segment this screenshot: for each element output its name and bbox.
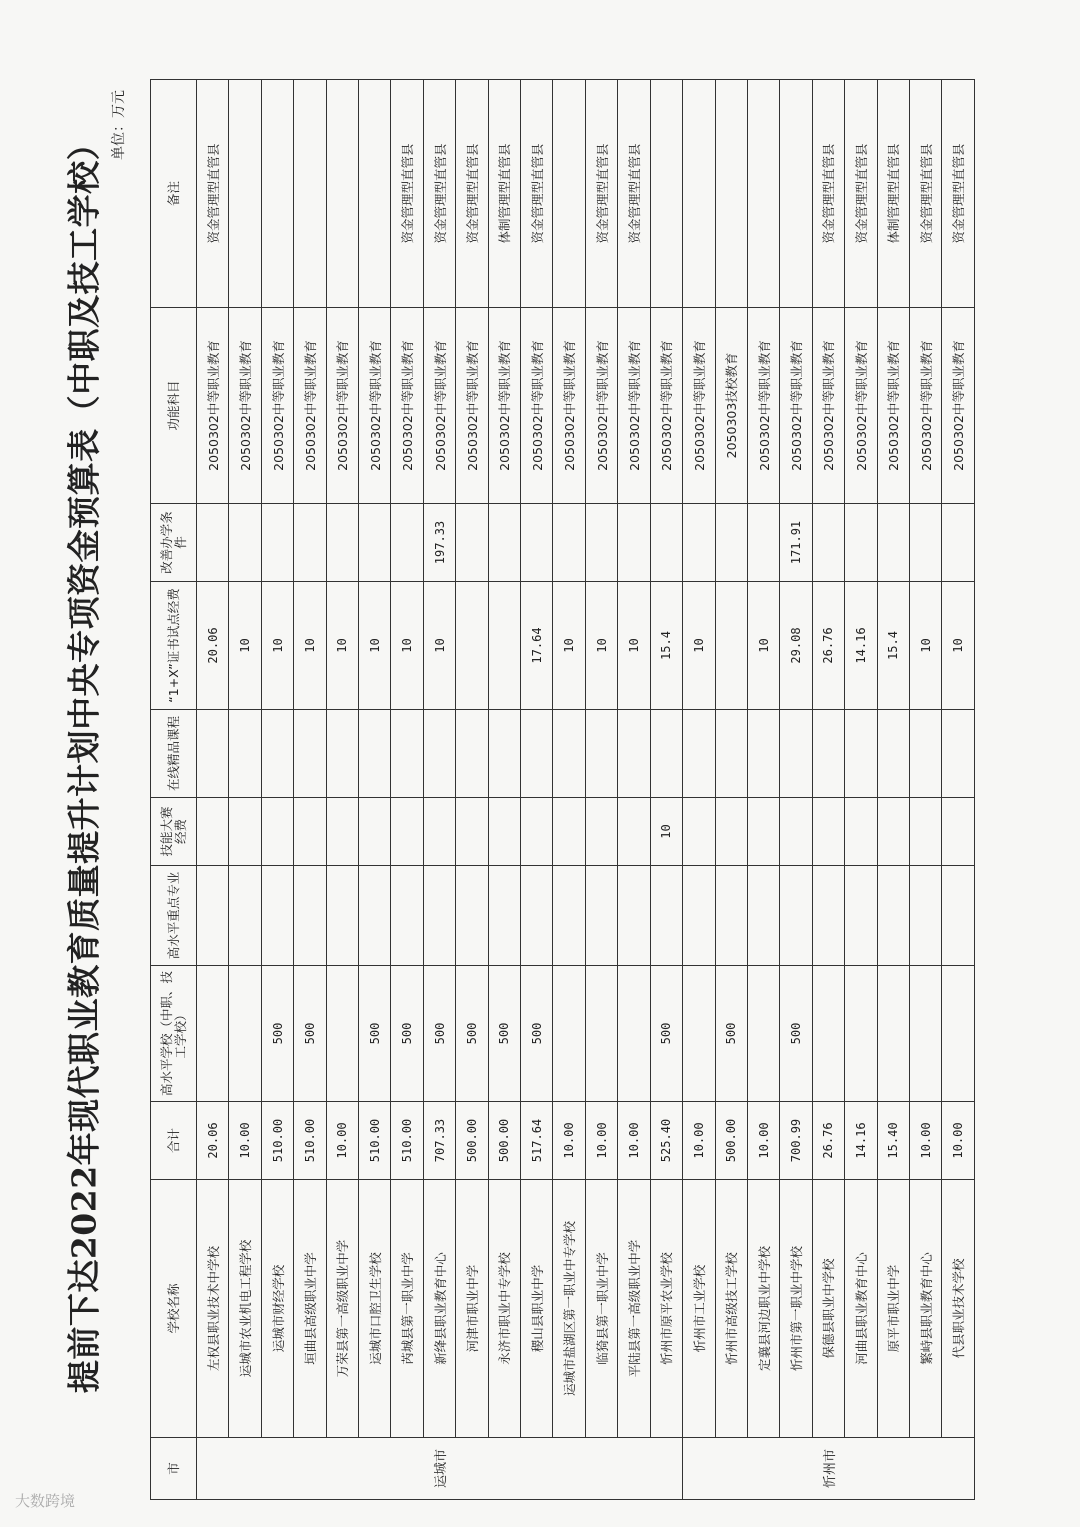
cell-improve: 197.33 xyxy=(423,504,455,582)
cell-total: 510.00 xyxy=(261,1102,293,1180)
cell-cert: 10 xyxy=(229,582,261,710)
cell-online xyxy=(391,710,423,798)
cell-total: 510.00 xyxy=(359,1102,391,1180)
table-header-row xyxy=(151,80,197,1500)
cell-note xyxy=(683,80,715,308)
cell-skills xyxy=(780,798,812,866)
cell-total: 500.00 xyxy=(488,1102,520,1180)
cell-cert: 10 xyxy=(359,582,391,710)
cell-note xyxy=(780,80,812,308)
cell-cert: 10 xyxy=(553,582,585,710)
cell-online xyxy=(877,710,909,798)
cell-high-major xyxy=(553,866,585,966)
cell-func: 2050302中等职业教育 xyxy=(456,308,488,504)
cell-high-major xyxy=(326,866,358,966)
cell-skills xyxy=(294,798,326,866)
cell-high-major xyxy=(261,866,293,966)
cell-improve xyxy=(877,504,909,582)
cell-high-major xyxy=(618,866,650,966)
cell-skills xyxy=(812,798,844,866)
cell-func: 2050303技校教育 xyxy=(715,308,747,504)
cell-school: 繁峙县职业教育中心 xyxy=(909,1180,941,1438)
cell-high-school: 500 xyxy=(423,966,455,1102)
cell-skills xyxy=(391,798,423,866)
table-row xyxy=(618,80,650,1500)
cell-online xyxy=(650,710,682,798)
cell-school: 河津市职业中学 xyxy=(456,1180,488,1438)
cell-high-school xyxy=(909,966,941,1102)
cell-func: 2050302中等职业教育 xyxy=(294,308,326,504)
cell-cert: 10 xyxy=(747,582,779,710)
cell-total: 10.00 xyxy=(747,1102,779,1180)
page-title: 提前下达2022年现代职业教育质量提升计划中央专项资金预算表（中职及技工学校） xyxy=(64,126,104,1394)
cell-high-major xyxy=(780,866,812,966)
cell-high-school xyxy=(877,966,909,1102)
cell-func: 2050302中等职业教育 xyxy=(359,308,391,504)
cell-school: 临猗县第一职业中学 xyxy=(585,1180,617,1438)
cell-online xyxy=(197,710,229,798)
cell-online xyxy=(456,710,488,798)
cell-total: 15.40 xyxy=(877,1102,909,1180)
cell-note xyxy=(747,80,779,308)
cell-skills xyxy=(359,798,391,866)
cell-total: 10.00 xyxy=(683,1102,715,1180)
cell-cert: 14.16 xyxy=(845,582,877,710)
table-row xyxy=(488,80,520,1500)
cell-improve xyxy=(845,504,877,582)
cell-cert: 10 xyxy=(618,582,650,710)
table-row xyxy=(845,80,877,1500)
cell-func: 2050302中等职业教育 xyxy=(585,308,617,504)
table-row xyxy=(683,80,715,1500)
cell-high-major xyxy=(521,866,553,966)
cell-skills xyxy=(909,798,941,866)
cell-high-school xyxy=(197,966,229,1102)
cell-school: 芮城县第一职业中学 xyxy=(391,1180,423,1438)
watermark-logo: 大数跨境 xyxy=(15,1492,76,1510)
cell-school: 永济市职业中专学校 xyxy=(488,1180,520,1438)
cell-func: 2050302中等职业教育 xyxy=(909,308,941,504)
header-cert: “1+X”证书试点经费 xyxy=(151,582,197,710)
table-row xyxy=(650,80,682,1500)
cell-cert: 10 xyxy=(683,582,715,710)
cell-cert: 15.4 xyxy=(877,582,909,710)
cell-note: 体制管理型直管县 xyxy=(488,80,520,308)
cell-skills xyxy=(585,798,617,866)
cell-cert: 15.4 xyxy=(650,582,682,710)
cell-high-school xyxy=(812,966,844,1102)
cell-school: 忻州市原平农业学校 xyxy=(650,1180,682,1438)
cell-improve xyxy=(650,504,682,582)
cell-high-school: 500 xyxy=(715,966,747,1102)
cell-note xyxy=(261,80,293,308)
cell-improve xyxy=(261,504,293,582)
cell-func: 2050302中等职业教育 xyxy=(488,308,520,504)
table-row xyxy=(877,80,909,1500)
cell-total: 10.00 xyxy=(942,1102,975,1180)
cell-skills xyxy=(261,798,293,866)
table-body xyxy=(197,80,975,1500)
cell-improve xyxy=(909,504,941,582)
cell-cert: 17.64 xyxy=(521,582,553,710)
cell-high-school: 500 xyxy=(391,966,423,1102)
cell-skills: 10 xyxy=(650,798,682,866)
cell-cert: 10 xyxy=(261,582,293,710)
cell-total: 10.00 xyxy=(618,1102,650,1180)
cell-note: 资金管理型直管县 xyxy=(812,80,844,308)
cell-online xyxy=(618,710,650,798)
cell-high-major xyxy=(359,866,391,966)
table-row xyxy=(780,80,812,1500)
cell-note: 资金管理型直管县 xyxy=(521,80,553,308)
cell-high-school xyxy=(942,966,975,1102)
cell-cert: 10 xyxy=(423,582,455,710)
cell-skills xyxy=(553,798,585,866)
cell-cert: 10 xyxy=(942,582,975,710)
cell-school: 运城市财经学校 xyxy=(261,1180,293,1438)
cell-high-school xyxy=(553,966,585,1102)
cell-func: 2050302中等职业教育 xyxy=(229,308,261,504)
cell-note: 资金管理型直管县 xyxy=(942,80,975,308)
cell-note xyxy=(359,80,391,308)
table-row xyxy=(715,80,747,1500)
city-cell: 忻州市 xyxy=(683,1438,975,1500)
cell-total: 700.99 xyxy=(780,1102,812,1180)
cell-improve xyxy=(521,504,553,582)
cell-school: 运城市农业机电工程学校 xyxy=(229,1180,261,1438)
cell-school: 垣曲县高级职业中学 xyxy=(294,1180,326,1438)
header-total: 合计 xyxy=(151,1102,197,1180)
header-skills: 技能大赛经费 xyxy=(151,798,197,866)
cell-improve xyxy=(359,504,391,582)
cell-school: 稷山县职业中学 xyxy=(521,1180,553,1438)
table-row xyxy=(909,80,941,1500)
cell-online xyxy=(359,710,391,798)
header-high-major: 高水平重点专业 xyxy=(151,866,197,966)
cell-online xyxy=(553,710,585,798)
cell-func: 2050302中等职业教育 xyxy=(261,308,293,504)
cell-skills xyxy=(747,798,779,866)
cell-high-major xyxy=(909,866,941,966)
cell-online xyxy=(747,710,779,798)
cell-improve xyxy=(942,504,975,582)
cell-note: 资金管理型直管县 xyxy=(197,80,229,308)
cell-func: 2050302中等职业教育 xyxy=(391,308,423,504)
cell-improve xyxy=(585,504,617,582)
cell-cert xyxy=(488,582,520,710)
cell-online xyxy=(326,710,358,798)
cell-improve xyxy=(456,504,488,582)
cell-total: 10.00 xyxy=(909,1102,941,1180)
cell-high-school xyxy=(845,966,877,1102)
cell-cert: 26.76 xyxy=(812,582,844,710)
cell-high-major xyxy=(650,866,682,966)
cell-improve xyxy=(391,504,423,582)
cell-high-school xyxy=(326,966,358,1102)
cell-skills xyxy=(197,798,229,866)
cell-high-major xyxy=(877,866,909,966)
cell-high-school xyxy=(229,966,261,1102)
cell-func: 2050302中等职业教育 xyxy=(618,308,650,504)
cell-school: 忻州市第一职业中学校 xyxy=(780,1180,812,1438)
cell-func: 2050302中等职业教育 xyxy=(423,308,455,504)
cell-improve xyxy=(553,504,585,582)
cell-cert: 10 xyxy=(294,582,326,710)
cell-school: 运城市盐湖区第一职业中专学校 xyxy=(553,1180,585,1438)
cell-total: 10.00 xyxy=(585,1102,617,1180)
cell-improve xyxy=(326,504,358,582)
cell-note: 体制管理型直管县 xyxy=(877,80,909,308)
cell-school: 新绛县职业教育中心 xyxy=(423,1180,455,1438)
cell-note: 资金管理型直管县 xyxy=(423,80,455,308)
cell-note: 资金管理型直管县 xyxy=(391,80,423,308)
header-school: 学校名称 xyxy=(151,1180,197,1438)
cell-high-school: 500 xyxy=(780,966,812,1102)
cell-high-major xyxy=(747,866,779,966)
cell-total: 500.00 xyxy=(715,1102,747,1180)
cell-total: 517.64 xyxy=(521,1102,553,1180)
cell-note xyxy=(229,80,261,308)
cell-total: 10.00 xyxy=(326,1102,358,1180)
table-row xyxy=(521,80,553,1500)
cell-school: 代县职业技术学校 xyxy=(942,1180,975,1438)
table-row xyxy=(391,80,423,1500)
cell-online xyxy=(909,710,941,798)
cell-cert xyxy=(715,582,747,710)
cell-note xyxy=(294,80,326,308)
cell-improve xyxy=(197,504,229,582)
cell-school: 万荣县第一高级职业中学 xyxy=(326,1180,358,1438)
cell-improve: 171.91 xyxy=(780,504,812,582)
cell-skills xyxy=(488,798,520,866)
table-row xyxy=(359,80,391,1500)
budget-table-wrapper xyxy=(150,80,975,1500)
cell-high-school: 500 xyxy=(650,966,682,1102)
header-online: 在线精品课程 xyxy=(151,710,197,798)
cell-high-school xyxy=(585,966,617,1102)
cell-cert: 10 xyxy=(391,582,423,710)
cell-high-major xyxy=(585,866,617,966)
cell-high-school: 500 xyxy=(488,966,520,1102)
cell-func: 2050302中等职业教育 xyxy=(197,308,229,504)
cell-note: 资金管理型直管县 xyxy=(845,80,877,308)
cell-school: 原平市职业中学 xyxy=(877,1180,909,1438)
cell-skills xyxy=(877,798,909,866)
cell-online xyxy=(845,710,877,798)
table-row xyxy=(553,80,585,1500)
cell-school: 运城市口腔卫生学校 xyxy=(359,1180,391,1438)
cell-improve xyxy=(294,504,326,582)
cell-cert: 20.06 xyxy=(197,582,229,710)
cell-high-major xyxy=(197,866,229,966)
city-cell: 运城市 xyxy=(197,1438,683,1500)
cell-total: 26.76 xyxy=(812,1102,844,1180)
header-func: 功能科目 xyxy=(151,308,197,504)
cell-func: 2050302中等职业教育 xyxy=(812,308,844,504)
cell-high-major xyxy=(391,866,423,966)
cell-note: 资金管理型直管县 xyxy=(618,80,650,308)
header-high-school: 高水平学校（中职、技工学校） xyxy=(151,966,197,1102)
cell-online xyxy=(229,710,261,798)
cell-high-major xyxy=(229,866,261,966)
cell-skills xyxy=(942,798,975,866)
cell-func: 2050302中等职业教育 xyxy=(650,308,682,504)
cell-func: 2050302中等职业教育 xyxy=(845,308,877,504)
cell-skills xyxy=(683,798,715,866)
header-improve: 改善办学条件 xyxy=(151,504,197,582)
cell-online xyxy=(294,710,326,798)
cell-online xyxy=(261,710,293,798)
cell-improve xyxy=(812,504,844,582)
cell-note xyxy=(326,80,358,308)
cell-skills xyxy=(456,798,488,866)
cell-high-school xyxy=(747,966,779,1102)
cell-total: 10.00 xyxy=(229,1102,261,1180)
cell-high-major xyxy=(845,866,877,966)
cell-online xyxy=(683,710,715,798)
cell-cert xyxy=(456,582,488,710)
cell-total: 525.40 xyxy=(650,1102,682,1180)
cell-school: 忻州市工业学校 xyxy=(683,1180,715,1438)
cell-improve xyxy=(618,504,650,582)
cell-skills xyxy=(618,798,650,866)
cell-school: 忻州市高级技工学校 xyxy=(715,1180,747,1438)
cell-high-school: 500 xyxy=(261,966,293,1102)
budget-table xyxy=(150,79,975,1500)
cell-online xyxy=(780,710,812,798)
cell-high-major xyxy=(294,866,326,966)
cell-skills xyxy=(715,798,747,866)
cell-high-school: 500 xyxy=(456,966,488,1102)
cell-func: 2050302中等职业教育 xyxy=(326,308,358,504)
cell-total: 510.00 xyxy=(294,1102,326,1180)
cell-func: 2050302中等职业教育 xyxy=(683,308,715,504)
cell-high-major xyxy=(488,866,520,966)
cell-skills xyxy=(326,798,358,866)
cell-skills xyxy=(845,798,877,866)
cell-cert: 29.08 xyxy=(780,582,812,710)
cell-total: 10.00 xyxy=(553,1102,585,1180)
table-row xyxy=(197,80,229,1500)
table-row xyxy=(229,80,261,1500)
cell-high-school: 500 xyxy=(521,966,553,1102)
cell-online xyxy=(423,710,455,798)
cell-skills xyxy=(521,798,553,866)
cell-note: 资金管理型直管县 xyxy=(909,80,941,308)
cell-online xyxy=(942,710,975,798)
cell-cert: 10 xyxy=(326,582,358,710)
cell-cert: 10 xyxy=(909,582,941,710)
table-row xyxy=(456,80,488,1500)
cell-total: 510.00 xyxy=(391,1102,423,1180)
cell-note: 资金管理型直管县 xyxy=(585,80,617,308)
table-row xyxy=(423,80,455,1500)
cell-note: 资金管理型直管县 xyxy=(456,80,488,308)
cell-improve xyxy=(715,504,747,582)
cell-total: 500.00 xyxy=(456,1102,488,1180)
cell-online xyxy=(715,710,747,798)
header-city: 市 xyxy=(151,1438,197,1500)
header-note: 备注 xyxy=(151,80,197,308)
cell-improve xyxy=(229,504,261,582)
cell-high-school: 500 xyxy=(294,966,326,1102)
unit-label: 单位：万元 xyxy=(111,90,127,160)
table-row xyxy=(812,80,844,1500)
table-row xyxy=(747,80,779,1500)
table-row xyxy=(261,80,293,1500)
cell-school: 平陆县第一高级职业中学 xyxy=(618,1180,650,1438)
cell-school: 河曲县职业教育中心 xyxy=(845,1180,877,1438)
cell-total: 707.33 xyxy=(423,1102,455,1180)
cell-high-school: 500 xyxy=(359,966,391,1102)
table-row xyxy=(585,80,617,1500)
cell-improve xyxy=(747,504,779,582)
cell-online xyxy=(488,710,520,798)
cell-skills xyxy=(229,798,261,866)
cell-high-school xyxy=(618,966,650,1102)
cell-func: 2050302中等职业教育 xyxy=(747,308,779,504)
cell-improve xyxy=(683,504,715,582)
cell-online xyxy=(585,710,617,798)
cell-online xyxy=(521,710,553,798)
cell-high-major xyxy=(423,866,455,966)
cell-note xyxy=(650,80,682,308)
cell-high-major xyxy=(456,866,488,966)
cell-skills xyxy=(423,798,455,866)
cell-func: 2050302中等职业教育 xyxy=(780,308,812,504)
cell-func: 2050302中等职业教育 xyxy=(942,308,975,504)
cell-high-major xyxy=(812,866,844,966)
cell-high-major xyxy=(942,866,975,966)
cell-high-school xyxy=(683,966,715,1102)
cell-school: 保德县职业中学校 xyxy=(812,1180,844,1438)
cell-high-major xyxy=(683,866,715,966)
cell-total: 20.06 xyxy=(197,1102,229,1180)
cell-improve xyxy=(488,504,520,582)
cell-func: 2050302中等职业教育 xyxy=(553,308,585,504)
cell-high-major xyxy=(715,866,747,966)
cell-online xyxy=(812,710,844,798)
table-row xyxy=(942,80,975,1500)
cell-note xyxy=(715,80,747,308)
cell-func: 2050302中等职业教育 xyxy=(521,308,553,504)
cell-total: 14.16 xyxy=(845,1102,877,1180)
cell-cert: 10 xyxy=(585,582,617,710)
cell-note xyxy=(553,80,585,308)
table-row xyxy=(326,80,358,1500)
cell-func: 2050302中等职业教育 xyxy=(877,308,909,504)
table-row xyxy=(294,80,326,1500)
cell-school: 定襄县河边职业中学校 xyxy=(747,1180,779,1438)
cell-school: 左权县职业技术中学校 xyxy=(197,1180,229,1438)
